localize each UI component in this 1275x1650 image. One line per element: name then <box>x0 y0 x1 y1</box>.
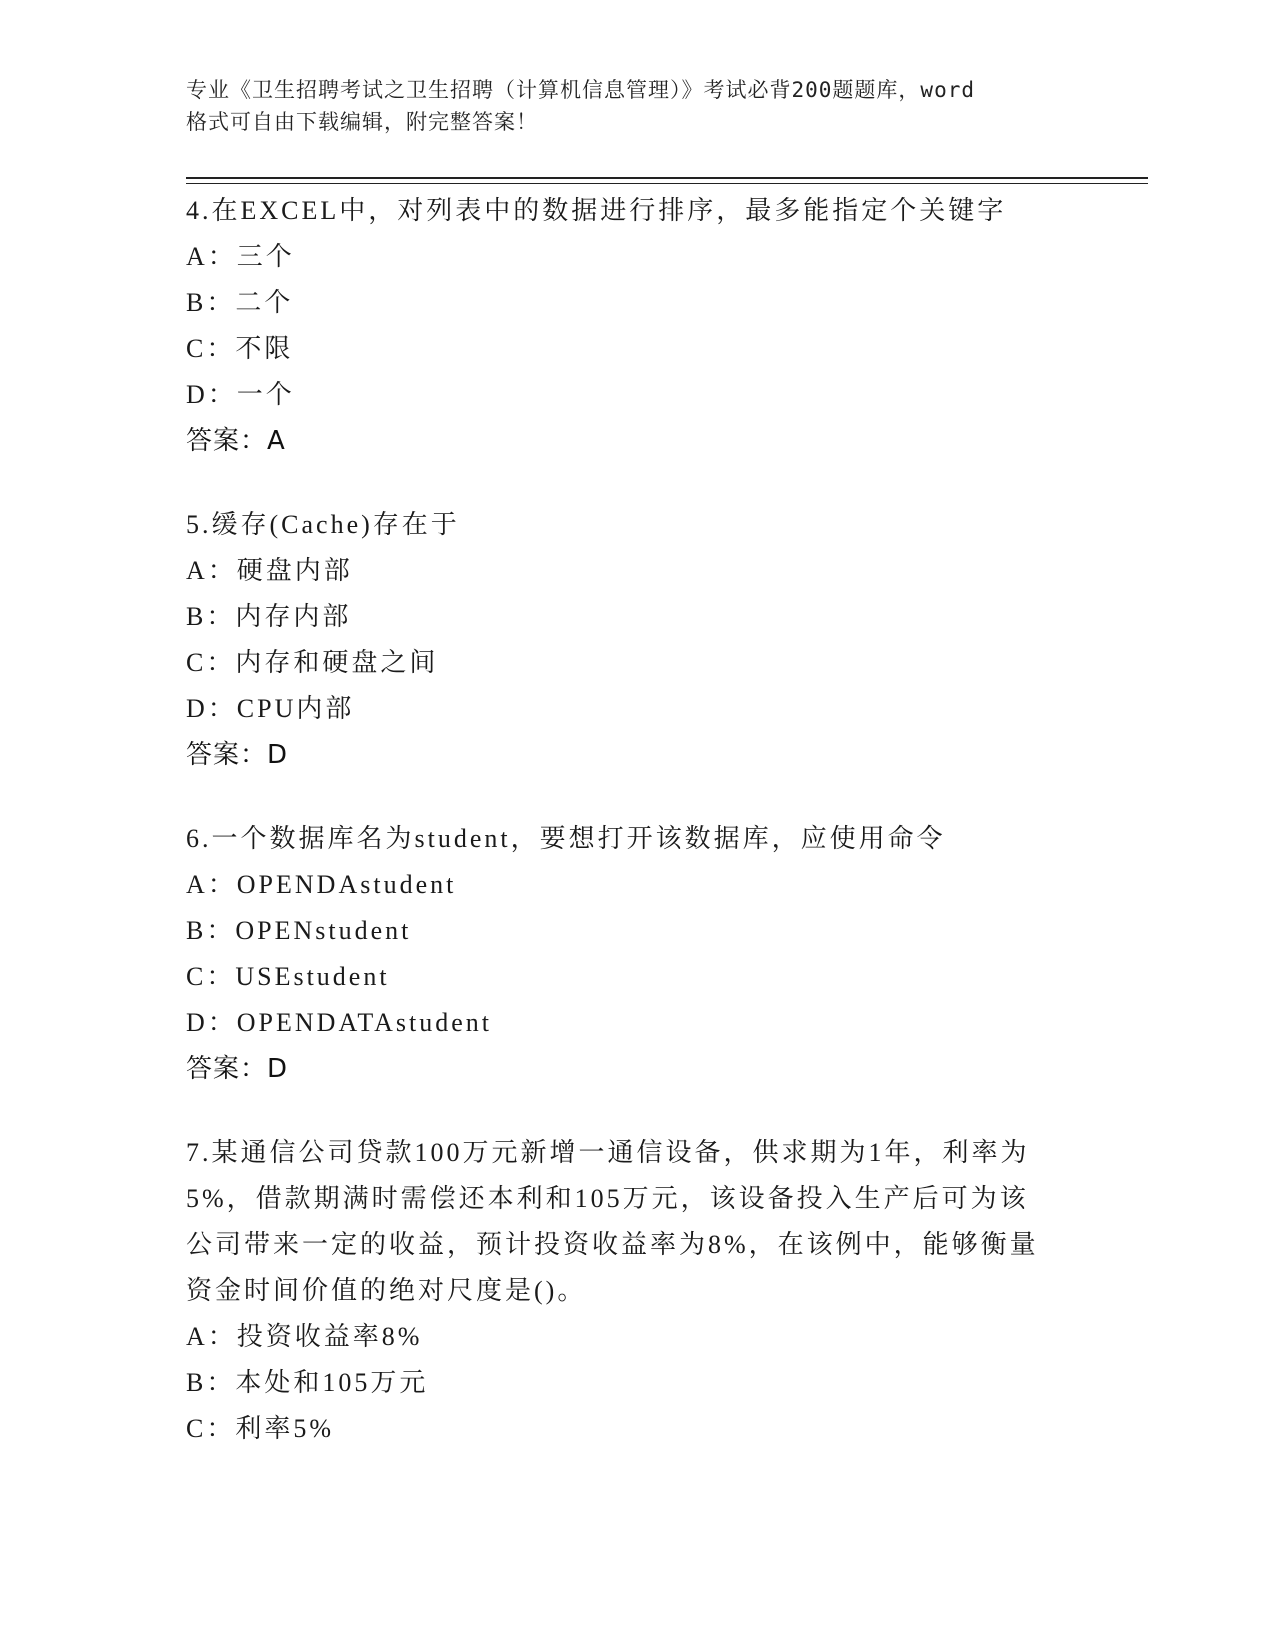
option-text: 硬盘内部 <box>236 556 353 585</box>
option-text: 内存和硬盘之间 <box>235 648 439 677</box>
question-stem: 5.缓存(Cache)存在于 <box>186 510 460 539</box>
question-stem: 4.在EXCEL中，对列表中的数据进行排序，最多能指定个关键字 <box>186 196 1007 225</box>
option-text: 利率5% <box>235 1414 335 1443</box>
option-letter: C： <box>186 334 236 363</box>
option-text: OPENDAstudent <box>236 870 457 899</box>
option-a <box>186 234 1086 280</box>
option-letter: C： <box>186 1414 236 1443</box>
option-text: 投资收益率8% <box>236 1322 423 1351</box>
option-letter: B： <box>186 1368 236 1397</box>
question-7 <box>186 1130 1086 1452</box>
option-letter: A： <box>186 242 237 271</box>
option-d <box>186 372 1086 418</box>
option-c <box>186 954 1086 1000</box>
option-c <box>186 326 1086 372</box>
question-5 <box>186 502 1086 778</box>
option-letter: C： <box>186 648 236 677</box>
document-header <box>186 74 1086 138</box>
header-line-1: 专业《卫生招聘考试之卫生招聘（计算机信息管理）》考试必背200题题库，word <box>186 78 975 102</box>
option-text: OPENstudent <box>235 916 412 945</box>
question-stem: 7.某通信公司贷款100万元新增一通信设备，供求期为1年，利率为5%，借款期满时需偿还本利和105万元，该设备投入生产后可为该公司带来一定的收益，预计投资收益率为8%，在该例中，能够衡量资金时间价值的绝对尺度是()。 <box>186 1138 1039 1305</box>
option-text: 一个 <box>236 380 295 409</box>
option-text: USEstudent <box>235 962 390 991</box>
option-a <box>186 1314 1086 1360</box>
option-letter: C： <box>186 962 236 991</box>
option-text: 不限 <box>235 334 294 363</box>
option-b <box>186 1360 1086 1406</box>
option-a <box>186 548 1086 594</box>
option-text: 三个 <box>236 242 295 271</box>
option-b <box>186 280 1086 326</box>
header-line-2: 格式可自由下载编辑，附完整答案！ <box>186 110 538 134</box>
option-letter: B： <box>186 602 236 631</box>
option-text: 内存内部 <box>235 602 352 631</box>
answer-line: 答案：D <box>186 740 289 770</box>
option-letter: D： <box>186 380 237 409</box>
option-letter: A： <box>186 556 237 585</box>
option-letter: B： <box>186 916 236 945</box>
header-divider-thick <box>186 177 1148 179</box>
option-c <box>186 640 1086 686</box>
answer-line: 答案：D <box>186 1054 289 1084</box>
option-letter: D： <box>186 694 237 723</box>
option-letter: D： <box>186 1008 237 1037</box>
question-6 <box>186 816 1086 1092</box>
question-list <box>186 188 1086 1490</box>
answer-line: 答案：A <box>186 426 286 456</box>
option-text: OPENDATAstudent <box>236 1008 493 1037</box>
option-c <box>186 1406 1086 1452</box>
option-b <box>186 908 1086 954</box>
option-d <box>186 1000 1086 1046</box>
option-text: CPU内部 <box>236 694 355 723</box>
option-letter: A： <box>186 870 237 899</box>
header-divider-thin <box>186 183 1148 184</box>
option-text: 本处和105万元 <box>235 1368 429 1397</box>
question-stem: 6.一个数据库名为student，要想打开该数据库，应使用命令 <box>186 824 946 853</box>
option-letter: A： <box>186 1322 237 1351</box>
option-b <box>186 594 1086 640</box>
option-letter: B： <box>186 288 236 317</box>
option-a <box>186 862 1086 908</box>
question-4 <box>186 188 1086 464</box>
option-text: 二个 <box>235 288 294 317</box>
option-d <box>186 686 1086 732</box>
